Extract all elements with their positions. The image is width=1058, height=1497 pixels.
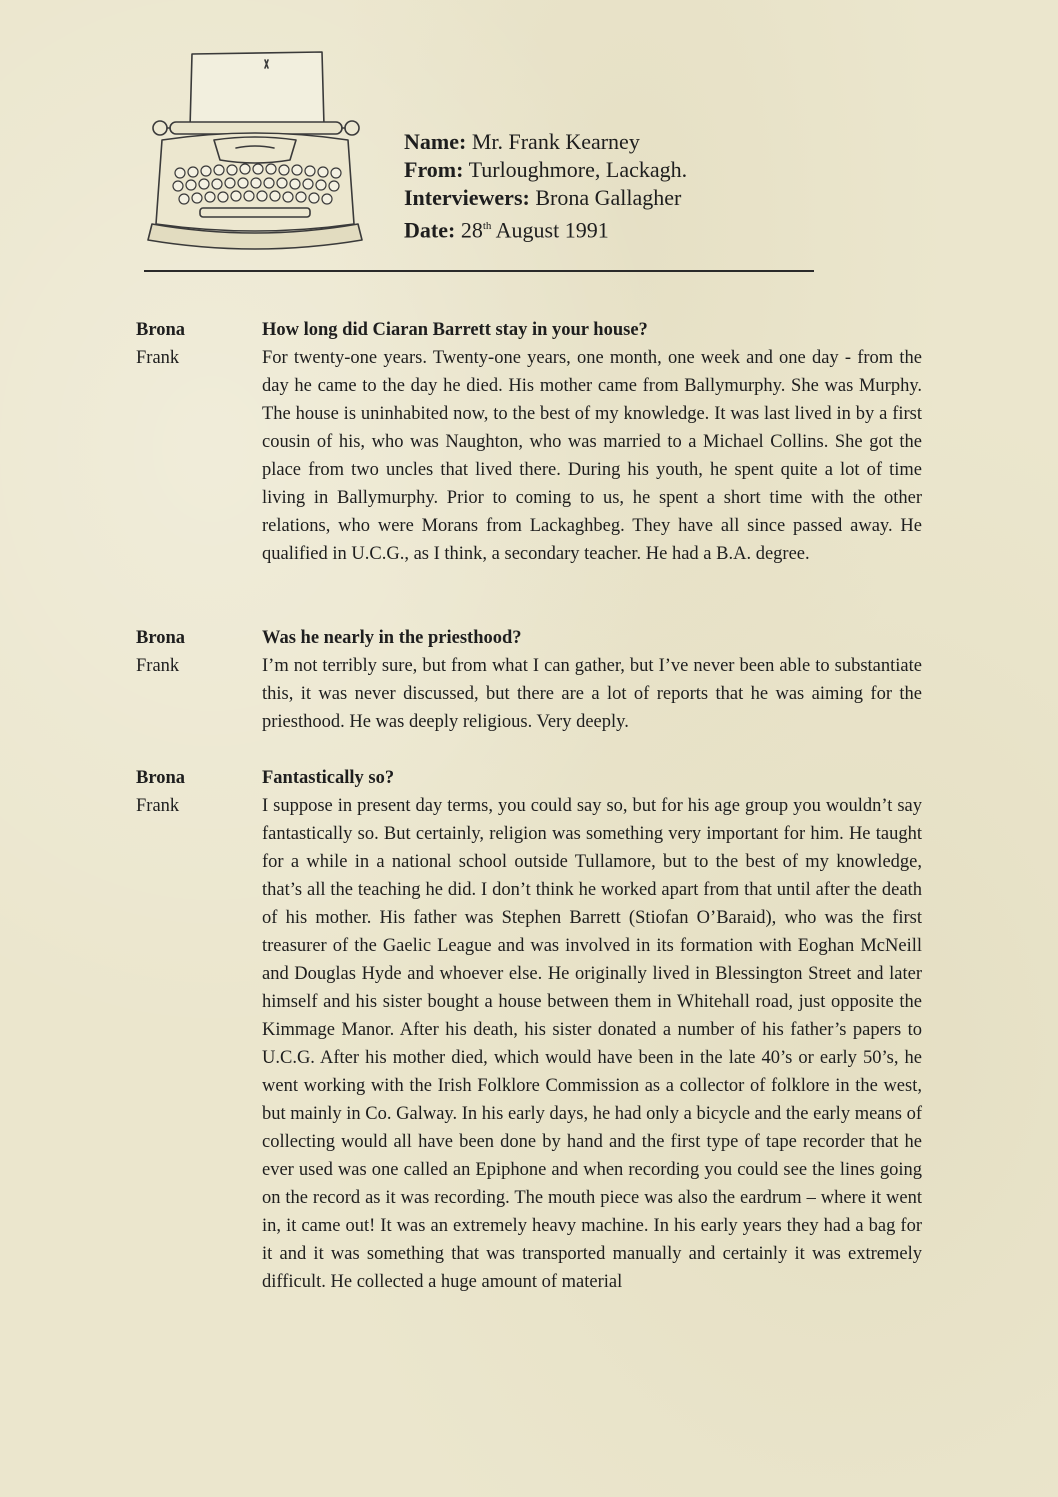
- answer-speaker: Frank: [136, 656, 180, 676]
- answer-text: I’m not terribly sure, but from what I can gather, but I’ve never been able to substantiate this, it was never discussed, but there are a lot of reports that he was aiming for the priesthood. He was deeply religious. Very deeply.: [262, 656, 922, 732]
- interviewers-value: Brona Gallagher: [535, 185, 682, 210]
- typewriter-illustration: [140, 48, 370, 258]
- date-label: Date:: [404, 217, 456, 243]
- date-day: 28: [460, 217, 483, 243]
- answer-text: For twenty-one years. Twenty-one years, one month, one week and one day - from the day he came to the day he died. His mother came from Ballymurphy. She was Murphy. The house is uninhabited now, to the best of my knowledge. It was last lived in by a first cousin of his, who was Naughton, who was married to a Michael Collins. She got the place from two uncles that lived there. During his youth, he spent quite a lot of time living in Ballymurphy. Prior to coming to us, he spent a short time with the other relations, who were Morans from Lackaghbeg. They have all since passed away. He qualified in U.C.G., as I think, a secondary teacher. He had a B.A. degree.: [262, 348, 922, 564]
- answer-speaker: Frank: [136, 348, 180, 368]
- name-label: Name:: [404, 129, 467, 154]
- question-text: How long did Ciaran Barrett stay in your house?: [262, 320, 648, 340]
- interviewers-row: [404, 184, 687, 212]
- from-label: From:: [404, 157, 464, 182]
- question-text: Was he nearly in the priesthood?: [262, 628, 522, 648]
- name-value: Mr. Frank Kearney: [471, 129, 640, 154]
- name-row: [404, 128, 687, 156]
- qa-block-2: [136, 624, 922, 736]
- qa-block-1: [136, 316, 922, 568]
- question-speaker: Brona: [136, 768, 186, 788]
- from-row: [404, 156, 687, 184]
- date-row: [404, 212, 687, 244]
- interview-header: [404, 128, 687, 244]
- from-value: Turloughmore, Lackagh.: [468, 157, 688, 182]
- qa-block-3: [136, 764, 922, 1296]
- header-divider: [144, 270, 814, 272]
- interviewers-label: Interviewers:: [404, 185, 530, 210]
- date-suffix: th: [482, 220, 492, 232]
- question-speaker: Brona: [136, 320, 186, 340]
- question-text: Fantastically so?: [262, 768, 395, 788]
- date-rest: August 1991: [495, 217, 609, 243]
- answer-text: I suppose in present day terms, you could say so, but for his age group you wouldn’t say fantastically so. But certainly, religion was something very important for him. He taught for a while in a national school outside Tullamore, but to the best of my knowledge, that’s all the teaching he did. I don’t think he worked apart from that until after the death of his mother. His father was Stephen Barrett (Stiofan O’Baraid), who was the first treasurer of the Gaelic League and was involved in its formation with Eoghan McNeill and Douglas Hyde and whoever else. He originally lived in Blessington Street and later himself and his sister bought a house between them in Whitehall road, just opposite the Kimmage Manor. After his death, his sister donated a number of his father’s papers to U.C.G. After his mother died, which would have been in the late 40’s or early 50’s, he went working with the Irish Folklore Commission as a collector of folklore in the west, but mainly in Co. Galway. In his early days, he had only a bicycle and the early means of collecting would all have been done by hand and the first type of tape recorder that he ever used was one called an Epiphone and when recording you could see the lines going on the record as it was recording. The mouth piece was also the eardrum – where it went in, it came out! It was an extremely heavy machine. In his early years they had a bag for it and it was something that was transported manually and certainly it was extremely difficult. He collected a huge amount of material: [262, 796, 922, 1292]
- answer-speaker: Frank: [136, 796, 180, 816]
- question-speaker: Brona: [136, 628, 186, 648]
